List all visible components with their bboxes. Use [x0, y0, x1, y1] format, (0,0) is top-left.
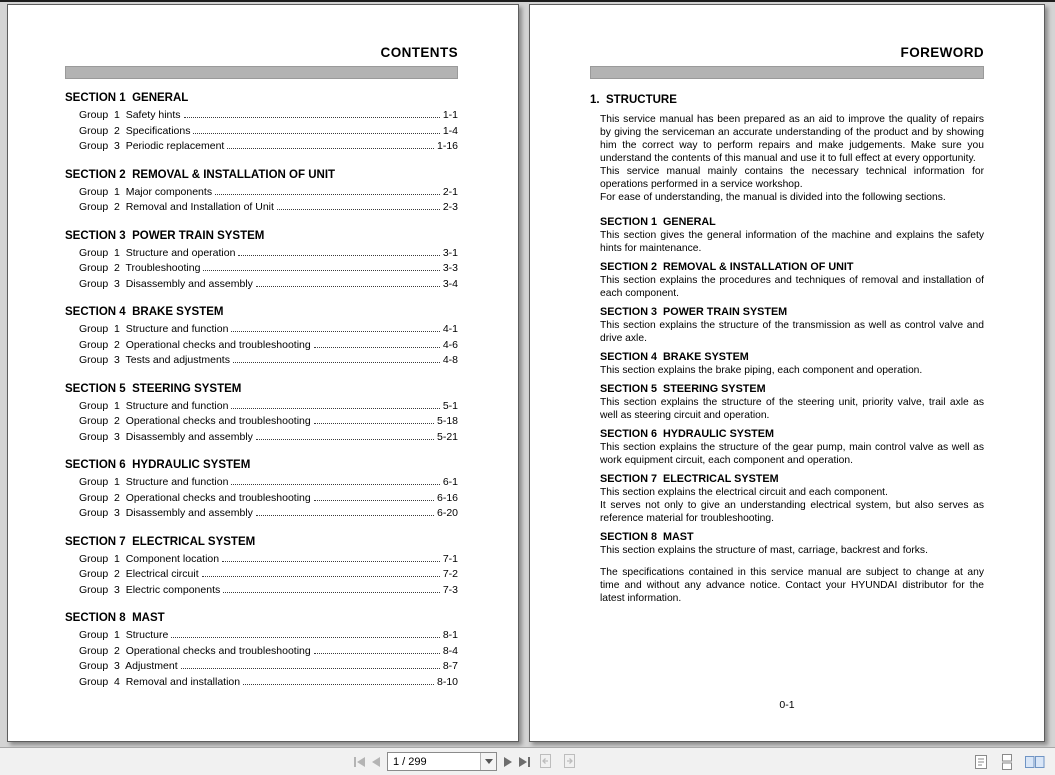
foreword-section-title: SECTION 4 BRAKE SYSTEM: [600, 351, 749, 363]
foreword-closing-note: The specifications contained in this service manual are subject to change at any time and without any advance notice. Contact your HYUNDAI distributor for the latest information.: [600, 567, 984, 604]
toc-section-8: [65, 611, 458, 691]
toc-entry: [79, 354, 458, 370]
toc-entry-page: 7-2: [442, 568, 458, 580]
toc-entry-page: 7-1: [442, 552, 458, 565]
single-page-view-icon: [972, 753, 990, 771]
next-page-icon: [504, 757, 512, 767]
toc-entry-label: Group 3 Tests and adjustments: [79, 354, 230, 366]
dotted-leader: [227, 148, 434, 149]
toc-section-title: SECTION 1 GENERAL: [65, 92, 189, 104]
toc-entry: [79, 553, 458, 569]
dotted-leader: [202, 576, 440, 577]
toc-entry: [79, 629, 458, 645]
page-dropdown-button[interactable]: [480, 753, 496, 770]
toc-entry-label: Group 1 Major components: [79, 185, 213, 198]
foreword-section-title: SECTION 1 GENERAL: [600, 216, 716, 228]
toc-entry: [79, 262, 458, 278]
toc-entry-label: Group 2 Operational checks and troubleshooting: [79, 338, 311, 351]
contents-header-bar: [65, 66, 458, 79]
toc-entry-label: Group 3 Periodic replacement: [79, 140, 225, 152]
last-page-icon: [528, 757, 530, 767]
toc-entry-label: Group 3 Electric components: [79, 583, 221, 596]
toc-entry-label: Group 3 Disassembly and assembly: [79, 507, 253, 519]
toc-section-4: [65, 305, 458, 370]
toc-entry-page: 1-16: [436, 140, 458, 152]
page-navigation-group: [354, 748, 578, 775]
toc-entry: [79, 278, 458, 294]
dotted-leader: [171, 637, 440, 638]
toc-entry-label: Group 2 Operational checks and troubleshooting: [79, 491, 311, 504]
contents-page: [7, 4, 519, 742]
toc-entry-label: Group 2 Electrical circuit: [79, 568, 199, 580]
previous-view-icon: [537, 753, 554, 770]
toc-entry-label: Group 1 Structure and function: [79, 323, 229, 335]
toc-entry-label: Group 2 Operational checks and troubleshooting: [79, 644, 311, 657]
dotted-leader: [223, 592, 440, 593]
toc-entry-label: Group 3 Disassembly and assembly: [79, 277, 253, 290]
toc-entry-page: 6-20: [436, 507, 458, 519]
toc-section-title: SECTION 4 BRAKE SYSTEM: [65, 306, 224, 318]
toc-entry-page: 5-21: [436, 430, 458, 443]
toc-entry: [79, 676, 458, 692]
toc-entry-page: 4-8: [442, 354, 458, 366]
toc-entry: [79, 568, 458, 584]
structure-heading: 1. STRUCTURE: [590, 94, 677, 106]
toc-entry-label: Group 3 Disassembly and assembly: [79, 430, 253, 443]
dotted-leader: [193, 133, 439, 134]
page-number-input[interactable]: [388, 753, 480, 770]
intro-paragraph: This service manual has been prepared as an aid to improve the quality of repairs by giving the serviceman an accurate understanding of the product and by showing him the correct way to perform repairs and make judgements. Make sure you understand the contents of this manual and use it to full effect at every opportunity.: [600, 114, 984, 164]
foreword-section-body: This section explains the structure of the gear pump, main control valve as well as work equipment circuit, each component and operation.: [600, 442, 984, 466]
toc-entry-label: Group 4 Removal and installation: [79, 675, 241, 688]
dotted-leader: [256, 515, 434, 516]
dotted-leader: [238, 255, 439, 256]
toc-entry: [79, 476, 458, 492]
toc-entry: [79, 492, 458, 508]
dotted-leader: [181, 668, 440, 669]
toc-entry-label: Group 2 Troubleshooting: [79, 262, 201, 274]
toc-entry: [79, 323, 458, 339]
toc-entry-page: 4-1: [442, 323, 458, 335]
foreword-section-title: SECTION 8 MAST: [600, 531, 694, 543]
toc-section-title: SECTION 7 ELECTRICAL SYSTEM: [65, 535, 256, 548]
toc-entry-label: Group 1 Component location: [79, 552, 220, 565]
foreword-sections: [600, 216, 984, 557]
first-page-button[interactable]: [354, 752, 365, 772]
toc-entry: [79, 507, 458, 523]
foreword-section-body: This section explains the procedures and techniques of removal and installation of each component.: [600, 275, 984, 299]
dotted-leader: [314, 500, 434, 501]
next-view-button[interactable]: [561, 752, 578, 772]
toc-entry-label: Group 2 Operational checks and troubleshooting: [79, 415, 311, 427]
dotted-leader: [231, 484, 439, 485]
toc-entry-label: Group 1 Structure and operation: [79, 246, 236, 259]
last-page-icon: [519, 757, 527, 767]
toc-entry: [79, 186, 458, 202]
toc-entry-page: 8-10: [436, 675, 458, 688]
foreword-section-3: [600, 306, 984, 345]
toc-section-5: [65, 382, 458, 447]
dotted-leader: [256, 439, 434, 440]
dotted-leader: [203, 270, 439, 271]
toc-section-6: [65, 458, 458, 523]
foreword-section-6: [600, 428, 984, 467]
toc-entry-label: Group 1 Structure and function: [79, 399, 229, 412]
toc-entry-label: Group 2 Specifications: [79, 124, 191, 137]
toc-entry: [79, 645, 458, 661]
foreword-section-body: This section explains the electrical circuit and each component.: [600, 487, 888, 498]
toc-entry-page: 2-1: [442, 185, 458, 198]
dotted-leader: [222, 561, 440, 562]
toc-entry-label: Group 3 Adjustment: [79, 660, 178, 672]
pdf-viewer-toolbar: [0, 747, 1055, 775]
toc-entry: [79, 247, 458, 263]
toc-entry-page: 1-4: [442, 124, 458, 137]
foreword-section-1: [600, 216, 984, 255]
toc-entry-page: 3-1: [442, 246, 458, 259]
window-top-edge: [0, 0, 1055, 2]
foreword-page: [529, 4, 1045, 742]
previous-page-button[interactable]: [372, 752, 380, 772]
contents-page-title: CONTENTS: [380, 45, 458, 60]
table-of-contents: [65, 91, 458, 691]
toc-entry: [79, 584, 458, 600]
foreword-section-title: SECTION 5 STEERING SYSTEM: [600, 383, 766, 395]
foreword-section-body: This section explains the structure of mast, carriage, backrest and forks.: [600, 545, 928, 556]
toc-entry-label: Group 1 Structure: [79, 629, 169, 641]
toc-section-3: [65, 229, 458, 294]
foreword-page-title: FOREWORD: [900, 45, 984, 60]
toc-section-1: [65, 91, 458, 156]
toc-entry: [79, 415, 458, 431]
toc-section-title: SECTION 8 MAST: [65, 612, 165, 624]
toc-entry-page: 5-18: [436, 415, 458, 427]
toc-entry-page: 7-3: [442, 583, 458, 596]
foreword-section-body: It serves not only to give an understanding electrical system, but also serves as reference material for troubleshooting.: [600, 500, 984, 524]
toc-entry-label: Group 2 Removal and Installation of Unit: [79, 201, 274, 213]
toc-entry-page: 2-3: [442, 201, 458, 213]
toc-entry: [79, 125, 458, 141]
continuous-view-button[interactable]: [998, 752, 1016, 772]
foreword-section-body: This section gives the general information of the machine and explains the safety hints for maintenance.: [600, 230, 984, 254]
dotted-leader: [231, 331, 439, 332]
two-page-view-button[interactable]: [1024, 752, 1046, 772]
intro-paragraph: For ease of understanding, the manual is divided into the following sections.: [600, 192, 946, 203]
foreword-section-title: SECTION 3 POWER TRAIN SYSTEM: [600, 306, 788, 318]
toc-entry-page: 8-7: [442, 660, 458, 672]
toc-entry-page: 5-1: [442, 399, 458, 412]
foreword-section-2: [600, 261, 984, 300]
foreword-intro: [600, 113, 984, 204]
page-number: 0-1: [779, 699, 795, 711]
dotted-leader: [314, 347, 440, 348]
toc-entry-page: 6-16: [436, 491, 458, 504]
previous-page-icon: [372, 757, 380, 767]
dotted-leader: [243, 684, 434, 685]
single-page-view-button[interactable]: [972, 752, 990, 772]
last-page-button[interactable]: [519, 752, 530, 772]
foreword-section-title: SECTION 7 ELECTRICAL SYSTEM: [600, 473, 779, 485]
foreword-section-body: This section explains the structure of the steering unit, priority valve, trail axle as well as steering circuit and operation.: [600, 397, 984, 421]
foreword-section-4: [600, 351, 984, 377]
toc-entry: [79, 400, 458, 416]
toc-section-title: SECTION 2 REMOVAL & INSTALLATION OF UNIT: [65, 168, 336, 181]
toc-entry: [79, 140, 458, 156]
foreword-header-bar: [590, 66, 984, 79]
dropdown-arrow-icon: [485, 759, 493, 764]
toc-section-2: [65, 168, 458, 217]
continuous-view-icon: [998, 753, 1016, 771]
dotted-leader: [233, 362, 440, 363]
next-view-icon: [561, 753, 578, 770]
toc-entry-page: 8-4: [442, 644, 458, 657]
toc-entry-page: 1-1: [442, 109, 458, 121]
first-page-icon: [354, 757, 356, 767]
intro-paragraph: This service manual mainly contains the necessary technical information for operations performed in a service workshop.: [600, 166, 984, 190]
foreword-section-7: [600, 473, 984, 525]
dotted-leader: [277, 209, 440, 210]
toc-section-7: [65, 535, 458, 600]
next-page-button[interactable]: [504, 752, 512, 772]
toc-entry-page: 3-3: [442, 262, 458, 274]
toc-section-title: SECTION 6 HYDRAULIC SYSTEM: [65, 459, 251, 471]
toc-entry: [79, 109, 458, 125]
dotted-leader: [314, 653, 440, 654]
foreword-section-body: This section explains the structure of the transmission as well as control valve and drive axle.: [600, 320, 984, 344]
foreword-section-title: SECTION 2 REMOVAL & INSTALLATION OF UNIT: [600, 261, 854, 273]
foreword-section-8: [600, 531, 984, 557]
toc-entry: [79, 339, 458, 355]
toc-entry-page: 3-4: [442, 277, 458, 290]
toc-entry: [79, 431, 458, 447]
two-page-view-icon: [1024, 753, 1046, 771]
toc-entry-page: 4-6: [442, 338, 458, 351]
toc-entry: [79, 201, 458, 217]
toc-section-title: SECTION 5 STEERING SYSTEM: [65, 382, 242, 395]
foreword-section-body: This section explains the brake piping, each component and operation.: [600, 365, 923, 376]
page-number-combo[interactable]: [387, 752, 497, 771]
view-mode-group: [972, 748, 1046, 775]
foreword-section-title: SECTION 6 HYDRAULIC SYSTEM: [600, 428, 774, 440]
toc-entry: [79, 660, 458, 676]
toc-section-title: SECTION 3 POWER TRAIN SYSTEM: [65, 229, 265, 242]
previous-view-button[interactable]: [537, 752, 554, 772]
toc-entry-page: 8-1: [442, 629, 458, 641]
dotted-leader: [314, 423, 434, 424]
dotted-leader: [256, 286, 440, 287]
dotted-leader: [231, 408, 439, 409]
dotted-leader: [184, 117, 440, 118]
foreword-section-5: [600, 383, 984, 422]
dotted-leader: [215, 194, 440, 195]
toc-entry-label: Group 1 Safety hints: [79, 109, 181, 121]
toc-entry-label: Group 1 Structure and function: [79, 476, 229, 488]
first-page-icon: [357, 757, 365, 767]
toc-entry-page: 6-1: [442, 476, 458, 488]
